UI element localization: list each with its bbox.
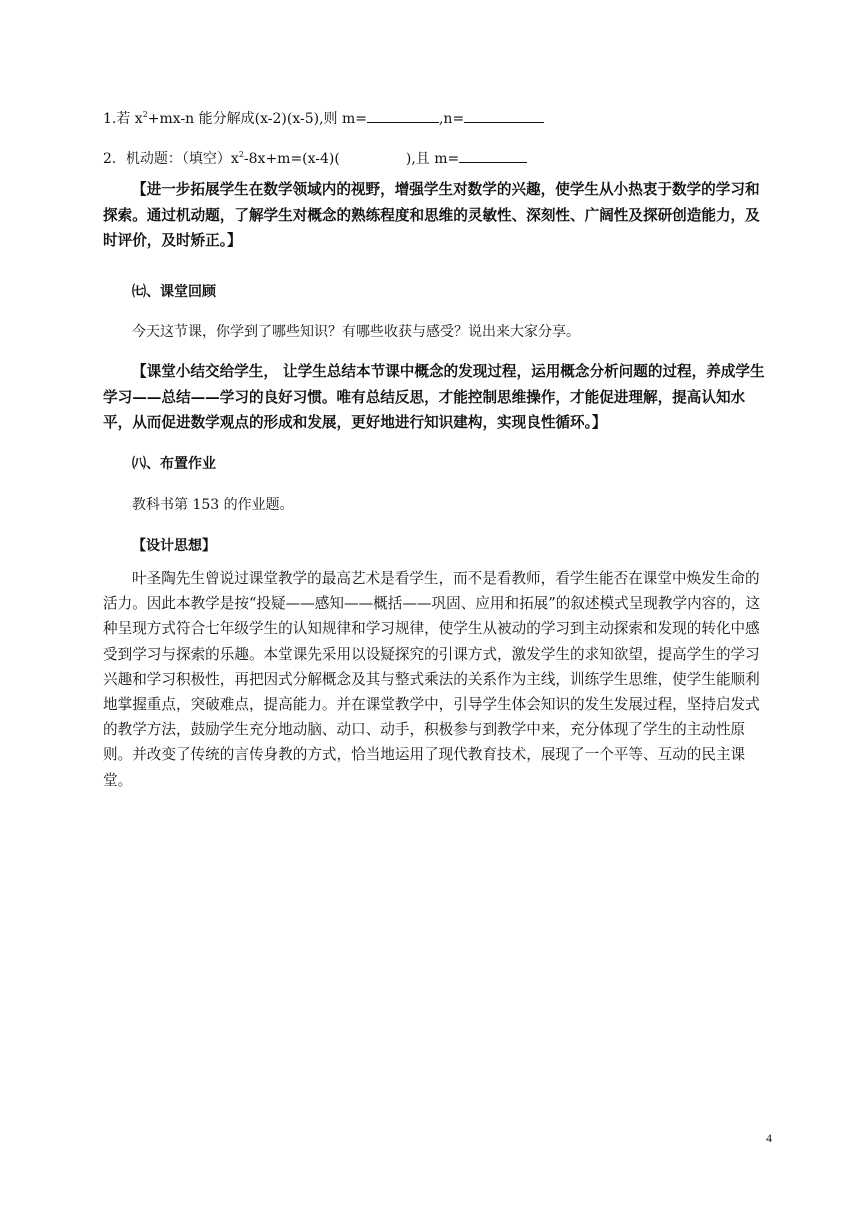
exercise-2 bbox=[103, 149, 527, 167]
exercise-2-prefix: 2．机动题：（填空）x bbox=[103, 151, 239, 167]
review-text: 今天这节课，你学到了哪些知识？有哪些收获与感受？说出来大家分享。 bbox=[132, 324, 580, 340]
exercise-1 bbox=[103, 109, 544, 127]
exercise-1-text: +mx-n 能分解成(x-2)(x-5),则 m= bbox=[147, 111, 367, 127]
design-heading: 【设计思想】 bbox=[132, 538, 216, 554]
answer-blank-n[interactable] bbox=[464, 109, 544, 123]
section-heading-review: ㈦、课堂回顾 bbox=[132, 284, 216, 300]
homework-text: 教科书第 153 的作业题。 bbox=[132, 497, 294, 513]
design-paragraph: 叶圣陶先生曾说过课堂教学的最高艺术是看学生，而不是看教师，看学生能否在课堂中焕发生命的活力。因此本教学是按“投疑——感知——概括——巩固、应用和拓展”的叙述模式呈现教学内容的，这种呈现方式符合七年级学生的认知规律和学习规律，使学生从被动的学习到主动探索和发现的转化中感受到学习与探索的乐趣。本堂课先采用以设疑探究的引课方式，激发学生的求知欲望，提高学生的学习兴趣和学习积极性，再把因式分解概念及其与整式乘法的关系作为主线，训练学生思维，使学生能顺利地掌握重点，突破难点，提高能力。并在课堂教学中，引导学生体会知识的发生发展过程，坚持启发式的教学方法，鼓励学生充分地动脑、动口、动手，积极参与到教学中来，充分体现了学生的主动性原则。并改变了传统的言传身教的方式，恰当地运用了现代教育技术，展现了一个平等、互动的民主课堂。 bbox=[103, 570, 761, 789]
exercise-1-superscript: 2 bbox=[142, 110, 148, 119]
answer-blank-m2[interactable] bbox=[459, 149, 527, 163]
exercise-2-superscript: 2 bbox=[238, 150, 244, 159]
teaching-note-1: 【进一步拓展学生在数学领域内的视野，增强学生对数学的兴趣，使学生从小热衷于数学的学习和探索。通过机动题，了解学生对概念的熟练程度和思维的灵敏性、深刻性、广阔性及探研创造能力，及时评价，及时矫正。】 bbox=[103, 181, 760, 249]
exercise-1-n-label: ,n= bbox=[438, 111, 465, 127]
section-heading-homework: ㈧、布置作业 bbox=[132, 456, 216, 472]
exercise-2-m-label: ),且 m= bbox=[405, 151, 460, 167]
page-number: 4 bbox=[766, 1131, 772, 1145]
exercise-1-prefix: 1.若 x bbox=[103, 111, 143, 127]
answer-blank-m[interactable] bbox=[367, 109, 439, 123]
exercise-2-text: -8x+m=(x-4)( bbox=[243, 151, 340, 167]
teaching-note-2: 【课堂小结交给学生， 让学生总结本节课中概念的发现过程，运用概念分析问题的过程，养成学生学习——总结——学习的良好习惯。唯有总结反思，才能控制思维操作，才能促进理解，提高认知水平，从而促进数学观点的形成和发展，更好地进行知识建构，实现良性循环。】 bbox=[103, 363, 765, 431]
